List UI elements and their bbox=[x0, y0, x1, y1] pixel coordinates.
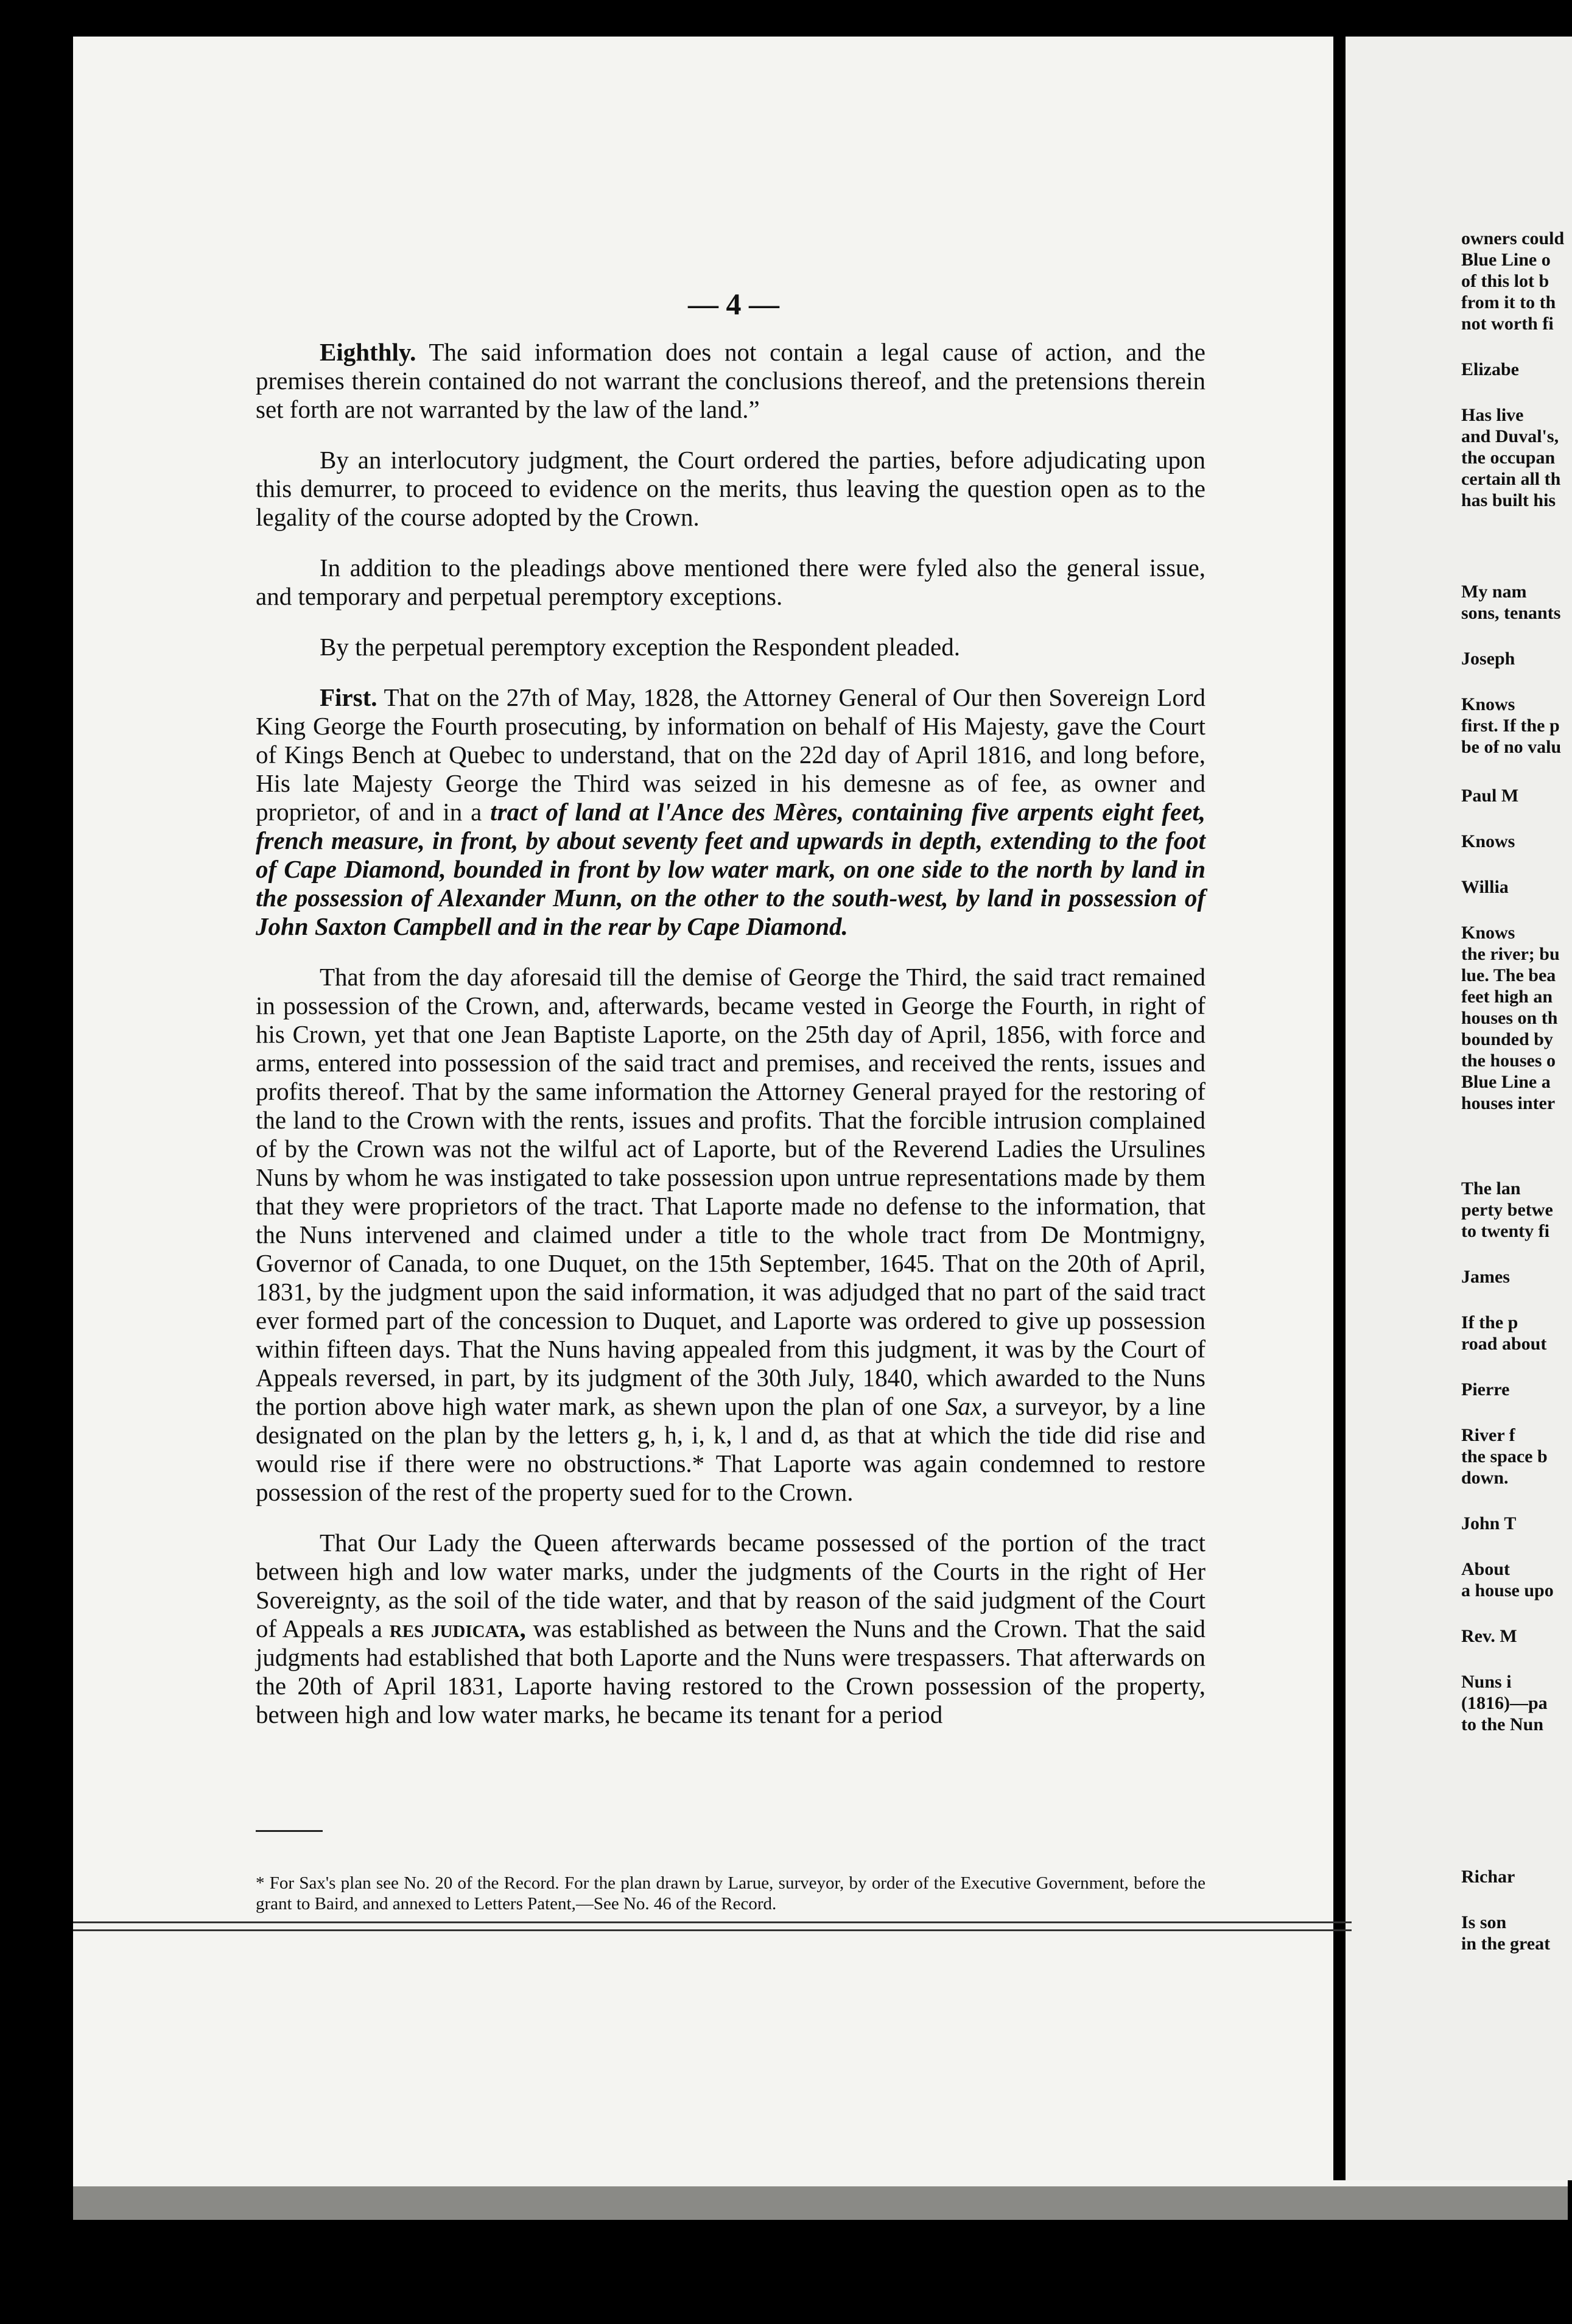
paragraph-pleadings: In addition to the pleadings above mentioned there were fyled also the general issue, and temporary and perpetual peremptory exceptions. bbox=[256, 554, 1205, 610]
right-page-fragment: down. bbox=[1461, 1468, 1509, 1488]
lead-first: First. bbox=[320, 683, 377, 711]
right-page-fragment: Has live bbox=[1461, 405, 1524, 425]
right-page-fragment: Nuns i bbox=[1461, 1672, 1512, 1692]
right-page-fragment: be of no valu bbox=[1461, 737, 1562, 757]
right-page-fragment: Richar bbox=[1461, 1867, 1515, 1887]
right-page-fragment: My nam bbox=[1461, 582, 1527, 602]
right-page-fragment: houses inter bbox=[1461, 1093, 1556, 1113]
paragraph-first bbox=[256, 683, 1205, 941]
right-page-fragment: Knows bbox=[1461, 923, 1515, 943]
bottom-edge bbox=[73, 2186, 1568, 2220]
right-page-fragment: Is son bbox=[1461, 1912, 1507, 1932]
res-judicata: res judicata, bbox=[389, 1614, 526, 1643]
paragraph-possession-text: That from the day aforesaid till the demise of George the Third, the said tract remained in possession of the Crown, and, afterwards, became vested in George the Fourth, in right of his Crown, yet that one Jean Baptiste Laporte, on the 25th day of April, 1856, with force and arms, entered into possession of the said tract and premises, and received the rents, issues and profits thereof. That by the same information the Attorney General prayed for the restoring of the land to the Crown with the rents, issues and profits. That the forcible intrusion complained of by the Crown was not the wilful act of Laporte, but of the Reverend Ladies the Ursulines Nuns by whom he was instigated to take possession upon untrue representations made by them that they were proprietors of the tract. That Laporte made no defense to the information, that the Nuns intervened and claimed under a title to the whole tract from De Montmigny, Governor of Canada, to one Duquet, on the 15th September, 1645. That on the 20th of April, 1831, by the judgment upon the said information, it was adjudged that no part of the said tract ever formed part of the concession to Duquet, and Laporte was ordered to give up possession within fifteen days. That the Nuns having appealed from this judgment, it was by the Court of Appeals reversed, in part, by its judgment of the 30th July, 1840, which awarded to the Nuns the portion above high water mark, as shewn upon the plan of one bbox=[256, 963, 1205, 1420]
right-page-fragment: owners could bbox=[1461, 228, 1565, 248]
right-page-fragment: feet high an bbox=[1461, 987, 1553, 1007]
paragraph-queen bbox=[256, 1529, 1205, 1729]
right-page-fragment: road about bbox=[1461, 1334, 1547, 1354]
paragraph-eighthly bbox=[256, 338, 1205, 424]
lead-eighthly: Eighthly. bbox=[320, 338, 416, 366]
right-page-fragment: not worth fi bbox=[1461, 314, 1554, 334]
page-number: — 4 — bbox=[688, 287, 779, 321]
right-page-fragment: a house upo bbox=[1461, 1580, 1554, 1600]
right-page-fragment: the river; bu bbox=[1461, 944, 1560, 964]
right-page-fragment: Willia bbox=[1461, 877, 1509, 897]
paragraph-exception: By the perpetual peremptory exception the Respondent pleaded. bbox=[320, 633, 960, 661]
right-page-fragment: Blue Line o bbox=[1461, 250, 1551, 270]
right-page-fragment: (1816)—pa bbox=[1461, 1693, 1548, 1713]
right-page-fragment: Rev. M bbox=[1461, 1626, 1517, 1646]
right-page-fragment: houses on th bbox=[1461, 1008, 1558, 1028]
right-page-fragment: John T bbox=[1461, 1513, 1517, 1533]
paragraph-first-italic: tract of land at l'Ance des Mères, containing five arpents eight feet, french measure, in front, by about seventy feet and upwards in depth, extending to the foot of Cape Diamond, bounded in front by low water mark, on one side to the north by land in the possession of Alexander Munn, on the other to the south-west, by land in possession of John Saxton Campbell and in the rear by Cape Diamond. bbox=[256, 798, 1205, 940]
main-text bbox=[256, 338, 1205, 1751]
right-page-fragment: the occupan bbox=[1461, 448, 1556, 468]
right-page-fragment: Pierre bbox=[1461, 1379, 1510, 1400]
surveyor-name: Sax, bbox=[946, 1392, 988, 1420]
right-page-fragment: Paul M bbox=[1461, 786, 1519, 806]
paragraph-interlocutory: By an interlocutory judgment, the Court ordered the parties, before adjudicating upon this demurrer, to proceed to evidence on the merits, thus leaving the question open as to the legality of the course adopted by the Crown. bbox=[256, 446, 1205, 531]
right-page-fragment: bounded by bbox=[1461, 1029, 1553, 1049]
right-page-fragment: and Duval's, bbox=[1461, 426, 1559, 446]
right-page-fragment: sons, tenants bbox=[1461, 603, 1561, 623]
right-page-fragment: Blue Line a bbox=[1461, 1072, 1551, 1092]
scan-border bbox=[0, 2220, 1572, 2324]
right-page-fragment: the houses o bbox=[1461, 1051, 1556, 1071]
footnote-rule bbox=[256, 1830, 323, 1832]
right-page-fragment: to twenty fi bbox=[1461, 1221, 1549, 1241]
page-bottom-rules bbox=[73, 1921, 1352, 1937]
right-page-fragment: Knows bbox=[1461, 831, 1515, 851]
right-page-fragment: If the p bbox=[1461, 1312, 1518, 1333]
paragraph-queen-text: That Our Lady the Queen afterwards became possessed of the portion of the tract between high and low water marks, under the judgments of the Courts in the right of Her Sovereignty, as the soil of the tide water, and that by reason of the said judgment of the Court of Appeals a bbox=[256, 1529, 1205, 1643]
right-page-fragment: Elizabe bbox=[1461, 359, 1519, 379]
right-page-fragment: The lan bbox=[1461, 1178, 1521, 1199]
footnote: * For Sax's plan see No. 20 of the Record. For the plan drawn by Larue, surveyor, by order of the Executive Government, before the grant to Baird, and annexed to Letters Patent,—See No. 46 of the Record. bbox=[256, 1873, 1205, 1914]
paragraph-possession-end: a surveyor, by a line designated on the plan by the letters g, h, i, k, l and d, as that at which the tide did rise and would rise if there were no obstructions.* That Laporte was again condemned to restore possession of the rest of the property sued for to the Crown. bbox=[256, 1392, 1206, 1506]
right-page-fragment: lue. The bea bbox=[1461, 965, 1556, 985]
right-page-fragment: the space b bbox=[1461, 1446, 1548, 1467]
paragraph-queen-end: was established as between the Nuns and the Crown. That the said judgments had established that both Laporte and the Nuns were trespassers. That afterwards on the 20th of April 1831, Laporte having restored to the Crown possession of the property, between high and low water marks, he became its tenant for a period bbox=[256, 1614, 1206, 1728]
paragraph-first-text: That on the 27th of May, 1828, the Attorney General of Our then Sovereign Lord King George the Fourth prosecuting, by information on behalf of His Majesty, gave the Court of Kings Bench at Quebec to understand, that on the 22d day of April 1816, and long before, His late Majesty George the Third was seized in his demesne as of fee, as owner and proprietor, of and in a bbox=[256, 683, 1205, 826]
right-page-fragment: has built his bbox=[1461, 490, 1556, 510]
paragraph-eighthly-text: The said information does not contain a legal cause of action, and the premises therein contained do not warrant the conclusions thereof, and the pretensions therein set forth are not warranted by the law of the land.” bbox=[256, 338, 1205, 423]
right-page-fragment: Knows bbox=[1461, 694, 1515, 714]
right-page-fragment: from it to th bbox=[1461, 292, 1556, 312]
right-page-fragment: River f bbox=[1461, 1425, 1515, 1445]
right-page-fragment: to the Nun bbox=[1461, 1714, 1544, 1734]
right-page-fragment: certain all th bbox=[1461, 469, 1561, 489]
right-page-fragment: Joseph bbox=[1461, 649, 1515, 669]
right-page-fragment: About bbox=[1461, 1559, 1511, 1579]
right-page-fragment: James bbox=[1461, 1267, 1510, 1287]
right-page-fragment: first. If the p bbox=[1461, 716, 1560, 736]
right-page-fragment: perty betwe bbox=[1461, 1200, 1553, 1220]
right-page-fragment: of this lot b bbox=[1461, 271, 1549, 291]
paragraph-possession bbox=[256, 963, 1205, 1507]
right-page-fragment: in the great bbox=[1461, 1934, 1551, 1954]
